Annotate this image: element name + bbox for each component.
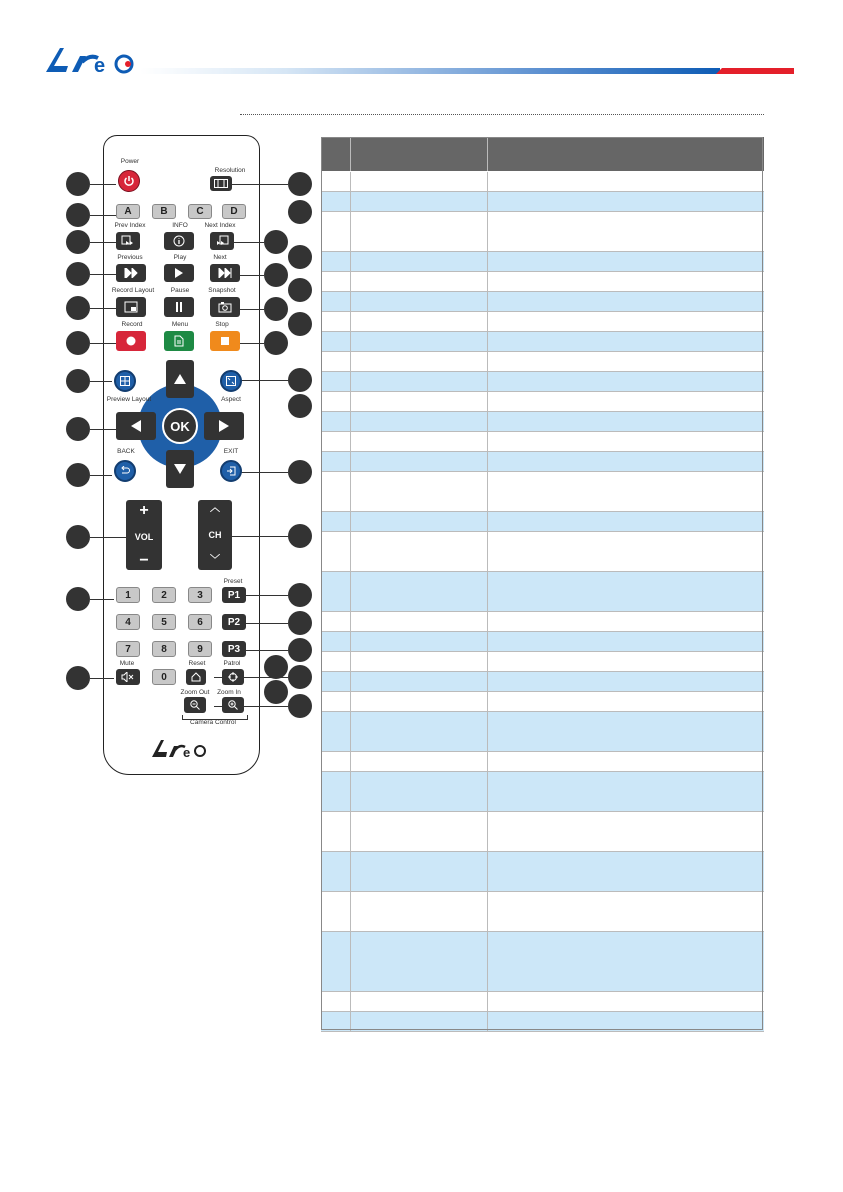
table-cell xyxy=(321,712,351,752)
arrow-up-icon xyxy=(174,374,186,384)
table-cell xyxy=(321,812,351,852)
digit-7-button[interactable]: 7 xyxy=(116,641,140,657)
leader-line xyxy=(90,678,114,679)
table-cell xyxy=(488,812,765,852)
record-icon xyxy=(126,336,136,346)
table-header-cell xyxy=(351,137,488,172)
table-cell xyxy=(351,312,488,332)
table-row xyxy=(321,892,764,932)
table-cell xyxy=(488,532,765,572)
table-cell xyxy=(488,612,765,632)
table-cell xyxy=(321,392,351,412)
table-cell xyxy=(321,1012,351,1032)
callout-left-7 xyxy=(66,369,90,393)
back-icon xyxy=(120,466,130,476)
digit-9-button[interactable]: 9 xyxy=(188,641,212,657)
leader-line xyxy=(226,536,288,537)
minus-icon: − xyxy=(139,552,149,569)
leader-line xyxy=(90,429,118,430)
table-cell xyxy=(488,512,765,532)
table-cell xyxy=(351,672,488,692)
arec-logo xyxy=(42,42,142,78)
table-body xyxy=(321,172,764,1032)
stop-button[interactable] xyxy=(210,331,240,351)
table-cell xyxy=(321,892,351,932)
callout-right-15 xyxy=(288,611,312,635)
prev-index-button[interactable] xyxy=(116,232,140,250)
callout-left-2 xyxy=(66,203,90,227)
table-cell xyxy=(321,572,351,612)
menu-button[interactable] xyxy=(164,331,194,351)
table-cell xyxy=(488,852,765,892)
table-cell xyxy=(488,932,765,992)
power-icon xyxy=(123,175,135,187)
table-cell xyxy=(488,652,765,672)
table-header-cell xyxy=(321,137,351,172)
callout-right-18 xyxy=(288,665,312,689)
leader-line xyxy=(90,599,114,600)
table-cell xyxy=(351,692,488,712)
table-cell xyxy=(351,392,488,412)
table-row xyxy=(321,432,764,452)
table-cell xyxy=(321,372,351,392)
callout-right-1 xyxy=(288,172,312,196)
table-cell xyxy=(351,932,488,992)
volume-label: VOL xyxy=(134,532,154,542)
ok-button[interactable]: OK xyxy=(162,408,198,444)
menu-icon xyxy=(174,335,184,347)
digit-3-button[interactable]: 3 xyxy=(188,587,212,603)
leader-line xyxy=(90,242,116,243)
menu-label: Menu xyxy=(171,321,189,328)
zoom-in-icon xyxy=(228,700,238,710)
table-cell xyxy=(321,772,351,812)
channel-label: CH xyxy=(208,530,222,540)
table-cell xyxy=(351,412,488,432)
prev-index-label: Prev Index xyxy=(114,222,146,229)
zoom-in-label: Zoom In xyxy=(217,689,241,696)
arrow-down-icon xyxy=(174,464,186,474)
table-cell xyxy=(351,172,488,192)
digit-2-button[interactable]: 2 xyxy=(152,587,176,603)
table-row xyxy=(321,212,764,252)
table-cell xyxy=(351,652,488,672)
channel-rocker[interactable] xyxy=(198,500,232,570)
leader-line xyxy=(90,537,126,538)
table-row xyxy=(321,292,764,312)
table-cell xyxy=(321,452,351,472)
leader-line xyxy=(234,472,288,473)
table-cell xyxy=(321,252,351,272)
next-index-button[interactable] xyxy=(210,232,234,250)
table-cell xyxy=(321,272,351,292)
leader-line xyxy=(90,343,116,344)
table-cell xyxy=(488,432,765,452)
table-cell xyxy=(351,292,488,312)
table-row xyxy=(321,472,764,512)
leader-line xyxy=(90,184,116,185)
callout-right-13 xyxy=(288,524,312,548)
callout-right-4 xyxy=(288,245,312,269)
record-button[interactable] xyxy=(116,331,146,351)
header-red-accent xyxy=(716,68,794,74)
table-row xyxy=(321,312,764,332)
table-row xyxy=(321,752,764,772)
previous-icon xyxy=(124,268,138,278)
table-cell xyxy=(321,532,351,572)
callout-left-3 xyxy=(66,230,90,254)
table-cell xyxy=(488,672,765,692)
table-cell xyxy=(488,572,765,612)
aspect-label: Aspect xyxy=(221,396,241,403)
table-cell xyxy=(351,532,488,572)
callout-left-1 xyxy=(66,172,90,196)
camera-control-label: Camera Control xyxy=(190,719,236,726)
leader-line xyxy=(234,380,288,381)
leader-line xyxy=(90,475,112,476)
callout-right-11 xyxy=(288,394,312,418)
table-row xyxy=(321,712,764,752)
play-button[interactable] xyxy=(164,264,194,282)
mute-button[interactable] xyxy=(116,669,140,685)
table-row xyxy=(321,572,764,612)
preset-label: Preset xyxy=(223,578,243,585)
zoom-in-button[interactable] xyxy=(222,697,244,713)
info-button[interactable] xyxy=(164,232,194,250)
leader-line xyxy=(90,308,116,309)
table-row xyxy=(321,692,764,712)
table-row xyxy=(321,1012,764,1032)
grid-icon xyxy=(120,376,130,386)
callout-right-3 xyxy=(264,230,288,254)
a-button[interactable]: A xyxy=(116,204,140,219)
table-cell xyxy=(488,352,765,372)
callout-right-14 xyxy=(288,583,312,607)
patrol-button[interactable] xyxy=(222,669,244,685)
resolution-icon xyxy=(214,179,228,188)
table-cell xyxy=(351,772,488,812)
table-cell xyxy=(488,472,765,512)
callout-left-5 xyxy=(66,296,90,320)
zoom-out-button[interactable] xyxy=(184,697,206,713)
arrow-left-icon xyxy=(131,420,141,432)
table-cell xyxy=(351,432,488,452)
preview-layout-button[interactable] xyxy=(114,370,136,392)
table-cell xyxy=(488,332,765,352)
callout-right-9 xyxy=(264,331,288,355)
table-row xyxy=(321,512,764,532)
info-label: INFO xyxy=(172,222,188,229)
camera-icon xyxy=(218,301,232,313)
power-button[interactable] xyxy=(118,170,140,192)
snapshot-label: Snapshot xyxy=(208,287,236,294)
digit-5-button[interactable]: 5 xyxy=(152,614,176,630)
patrol-label: Patrol xyxy=(223,660,241,667)
table-cell xyxy=(321,432,351,452)
chevron-down-icon: ﹀ xyxy=(210,555,220,566)
next-icon xyxy=(218,268,232,278)
table-header-cell xyxy=(488,137,765,172)
digit-1-button[interactable]: 1 xyxy=(116,587,140,603)
table-row xyxy=(321,392,764,412)
callout-right-20 xyxy=(288,694,312,718)
table-cell xyxy=(488,192,765,212)
section-divider xyxy=(240,114,764,115)
power-label: Power xyxy=(120,158,140,165)
table-cell xyxy=(351,252,488,272)
stop-label: Stop xyxy=(215,321,229,328)
table-cell xyxy=(488,692,765,712)
preview-layout-label: Preview Layout xyxy=(106,396,152,403)
table-row xyxy=(321,372,764,392)
callout-right-8 xyxy=(288,312,312,336)
header-gradient-bar xyxy=(140,68,720,74)
preset-p2-button[interactable]: P2 xyxy=(222,614,246,630)
leader-line xyxy=(90,215,116,216)
back-label: BACK xyxy=(117,448,135,455)
table-header-row xyxy=(321,137,764,172)
next-button[interactable] xyxy=(210,264,240,282)
b-button[interactable]: B xyxy=(152,204,176,219)
table-cell xyxy=(321,332,351,352)
table-cell xyxy=(351,272,488,292)
record-label: Record xyxy=(121,321,143,328)
callout-left-12 xyxy=(66,666,90,690)
back-button[interactable] xyxy=(114,460,136,482)
table-row xyxy=(321,452,764,472)
table-cell xyxy=(321,612,351,632)
callout-left-11 xyxy=(66,587,90,611)
callout-right-6 xyxy=(288,278,312,302)
next-index-icon xyxy=(215,235,229,247)
table-cell xyxy=(321,312,351,332)
aspect-button[interactable] xyxy=(220,370,242,392)
home-icon xyxy=(191,672,201,682)
table-cell xyxy=(321,632,351,652)
table-cell xyxy=(351,852,488,892)
table-cell xyxy=(321,192,351,212)
table-row xyxy=(321,532,764,572)
table-cell xyxy=(321,752,351,772)
digit-4-button[interactable]: 4 xyxy=(116,614,140,630)
table-cell xyxy=(351,512,488,532)
play-icon xyxy=(174,268,184,278)
table-cell xyxy=(488,1012,765,1032)
table-cell xyxy=(488,272,765,292)
leader-line xyxy=(90,274,116,275)
pause-button[interactable] xyxy=(164,297,194,317)
table-cell xyxy=(351,352,488,372)
table-cell xyxy=(321,412,351,432)
table-row xyxy=(321,172,764,192)
table-cell xyxy=(321,512,351,532)
dpad-up-button[interactable] xyxy=(166,360,194,398)
table-cell xyxy=(488,392,765,412)
table-cell xyxy=(488,772,765,812)
table-cell xyxy=(488,892,765,932)
table-cell xyxy=(351,632,488,652)
next-index-label: Next Index xyxy=(204,222,236,229)
leader-line xyxy=(90,381,112,382)
reset-button[interactable] xyxy=(186,669,206,685)
table-cell xyxy=(351,812,488,852)
pause-label: Pause xyxy=(170,287,190,294)
reset-label: Reset xyxy=(188,660,206,667)
table-cell xyxy=(488,992,765,1012)
table-cell xyxy=(321,852,351,892)
table-row xyxy=(321,932,764,992)
play-label: Play xyxy=(173,254,187,261)
aspect-icon xyxy=(226,376,236,386)
table-cell xyxy=(351,332,488,352)
dpad-down-button[interactable] xyxy=(166,450,194,488)
table-cell xyxy=(351,1012,488,1032)
table-cell xyxy=(488,312,765,332)
previous-button[interactable] xyxy=(116,264,146,282)
pause-icon xyxy=(174,302,184,312)
table-cell xyxy=(321,652,351,672)
callout-right-17 xyxy=(264,655,288,679)
c-button[interactable]: C xyxy=(188,204,212,219)
table-row xyxy=(321,672,764,692)
record-layout-icon xyxy=(124,301,138,313)
table-cell xyxy=(351,372,488,392)
mute-icon xyxy=(121,672,135,682)
preset-p1-button[interactable]: P1 xyxy=(222,587,246,603)
svg-text:e: e xyxy=(94,55,106,77)
table-cell xyxy=(351,892,488,932)
zoom-out-icon xyxy=(190,700,200,710)
button-description-table xyxy=(321,137,764,1032)
digit-6-button[interactable]: 6 xyxy=(188,614,212,630)
d-button[interactable]: D xyxy=(222,204,246,219)
table-cell xyxy=(321,692,351,712)
table-row xyxy=(321,272,764,292)
prev-index-icon xyxy=(121,235,135,247)
table-cell xyxy=(488,412,765,432)
callout-left-6 xyxy=(66,331,90,355)
table-row xyxy=(321,992,764,1012)
info-icon xyxy=(173,235,185,247)
resolution-button[interactable] xyxy=(210,176,232,191)
callout-left-9 xyxy=(66,463,90,487)
table-row xyxy=(321,192,764,212)
svg-text:e: e xyxy=(183,745,191,759)
snapshot-button[interactable] xyxy=(210,297,240,317)
table-cell xyxy=(321,292,351,312)
callout-left-8 xyxy=(66,417,90,441)
table-cell xyxy=(321,472,351,512)
callout-right-5 xyxy=(264,263,288,287)
record-layout-button[interactable] xyxy=(116,297,146,317)
leader-line xyxy=(232,242,264,243)
arrow-right-icon xyxy=(219,420,229,432)
table-cell xyxy=(351,992,488,1012)
callout-right-16 xyxy=(288,638,312,662)
table-cell xyxy=(488,752,765,772)
preset-p3-button[interactable]: P3 xyxy=(222,641,246,657)
target-icon xyxy=(228,672,238,682)
digit-8-button[interactable]: 8 xyxy=(152,641,176,657)
table-cell xyxy=(351,612,488,632)
table-row xyxy=(321,352,764,372)
leader-line xyxy=(232,184,288,185)
mute-label: Mute xyxy=(119,660,135,667)
table-cell xyxy=(351,712,488,752)
zoom-out-label: Zoom Out xyxy=(180,689,210,696)
table-cell xyxy=(321,172,351,192)
table-cell xyxy=(488,372,765,392)
volume-rocker[interactable] xyxy=(126,500,162,570)
table-cell xyxy=(321,992,351,1012)
table-row xyxy=(321,412,764,432)
table-cell xyxy=(321,932,351,992)
callout-right-2 xyxy=(288,200,312,224)
table-cell xyxy=(351,212,488,252)
table-row xyxy=(321,652,764,672)
table-row xyxy=(321,332,764,352)
table-cell xyxy=(488,172,765,192)
exit-icon xyxy=(226,466,236,476)
remote-arec-logo xyxy=(150,737,210,759)
table-cell xyxy=(351,572,488,612)
callout-left-10 xyxy=(66,525,90,549)
table-cell xyxy=(488,292,765,312)
table-cell xyxy=(321,212,351,252)
table-cell xyxy=(488,712,765,752)
callout-right-12 xyxy=(288,460,312,484)
table-row xyxy=(321,632,764,652)
table-cell xyxy=(351,472,488,512)
chevron-up-icon: ︿ xyxy=(210,503,220,514)
table-cell xyxy=(488,452,765,472)
table-row xyxy=(321,852,764,892)
plus-icon: + xyxy=(139,502,149,519)
dpad-left-button[interactable] xyxy=(116,412,156,440)
table-row xyxy=(321,612,764,632)
table-cell xyxy=(321,352,351,372)
digit-0-button[interactable]: 0 xyxy=(152,669,176,685)
table-cell xyxy=(351,192,488,212)
resolution-label: Resolution xyxy=(214,167,246,174)
callout-right-19 xyxy=(264,680,288,704)
table-cell xyxy=(488,252,765,272)
table-row xyxy=(321,252,764,272)
exit-button[interactable] xyxy=(220,460,242,482)
exit-label: EXIT xyxy=(223,448,239,455)
table-cell xyxy=(351,752,488,772)
callout-right-10 xyxy=(288,368,312,392)
next-label: Next xyxy=(213,254,227,261)
dpad-right-button[interactable] xyxy=(204,412,244,440)
table-cell xyxy=(488,212,765,252)
record-layout-label: Record Layout xyxy=(111,287,155,294)
table-cell xyxy=(321,672,351,692)
table-cell xyxy=(351,452,488,472)
callout-left-4 xyxy=(66,262,90,286)
table-row xyxy=(321,812,764,852)
table-cell xyxy=(488,632,765,652)
previous-label: Previous xyxy=(117,254,143,261)
table-row xyxy=(321,772,764,812)
callout-right-7 xyxy=(264,297,288,321)
stop-icon xyxy=(220,336,230,346)
